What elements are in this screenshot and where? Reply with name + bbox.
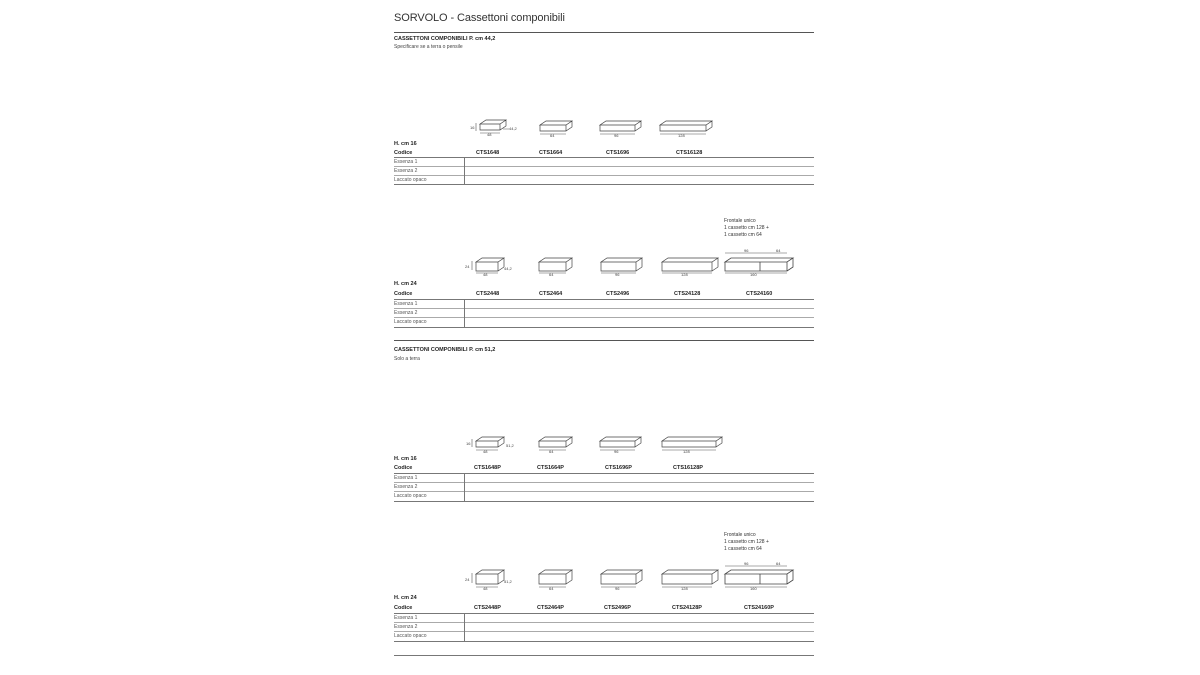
depth-dim-text: 51,2	[506, 443, 514, 448]
block-s2-h24	[394, 532, 814, 662]
section-2-rule	[394, 340, 814, 341]
code-cts1664p: CTS1664P	[537, 465, 564, 471]
width-160: 160	[750, 586, 757, 591]
code-cts16128: CTS16128	[676, 150, 703, 156]
drawer-64-drawing	[539, 258, 572, 277]
note-line-3: 1 cassetto cm 64	[724, 546, 762, 552]
width-128: 128	[683, 449, 690, 454]
footer-rule	[394, 655, 814, 656]
row-rule	[394, 166, 814, 167]
row-laccato-opaco: Laccato opaco	[394, 177, 427, 183]
note-line-3: 1 cassetto cm 64	[724, 232, 762, 238]
code-cts2496: CTS2496	[606, 291, 630, 297]
width-64: 64	[549, 449, 554, 454]
code-cts24128p: CTS24128P	[672, 605, 702, 611]
combo-width-64: 64	[776, 248, 781, 253]
codice-label: Codice	[394, 465, 413, 471]
section-1-title: CASSETTONI COMPONIBILI P. cm 44,2	[394, 36, 496, 42]
row-rule	[394, 327, 814, 328]
row-laccato-opaco: Laccato opaco	[394, 493, 427, 499]
drawer-64-drawing	[539, 570, 572, 591]
combo-note	[724, 532, 769, 553]
row-essenza-2: Essenza 2	[394, 484, 418, 490]
row-laccato-opaco: Laccato opaco	[394, 633, 427, 639]
drawer-128-drawing	[662, 570, 718, 591]
block-s1-h16	[394, 118, 814, 193]
drawer-drawings	[394, 248, 814, 278]
drawer-64-drawing	[540, 121, 572, 138]
code-cts1696p: CTS1696P	[605, 465, 632, 471]
code-cts1648p: CTS1648P	[474, 465, 501, 471]
height-dim-text: 24	[465, 264, 470, 269]
row-rule	[394, 482, 814, 483]
drawer-48-drawing	[480, 120, 518, 137]
note-line-2: 1 cassetto cm 128 +	[724, 539, 769, 545]
height-label: H. cm 24	[394, 281, 417, 287]
column-separator	[464, 299, 465, 327]
height-label: H. cm 24	[394, 595, 417, 601]
row-rule	[394, 308, 814, 309]
header-rule	[394, 299, 814, 300]
width-96: 96	[614, 133, 619, 138]
code-cts24160: CTS24160	[746, 291, 773, 297]
combo-width-96: 96	[744, 248, 749, 253]
row-essenza-2: Essenza 2	[394, 310, 418, 316]
header-rule	[394, 157, 814, 158]
drawer-160-drawing	[725, 561, 793, 591]
block-s2-h16	[394, 432, 814, 507]
note-line-1: Frontale unico	[724, 218, 756, 224]
width-64: 64	[549, 586, 554, 591]
width-64: 64	[549, 272, 554, 277]
drawer-96-drawing	[600, 121, 641, 138]
row-rule	[394, 622, 814, 623]
row-rule	[394, 501, 814, 502]
row-rule	[394, 175, 814, 176]
width-128: 128	[681, 272, 688, 277]
combo-width-96: 96	[744, 561, 749, 566]
width-96: 96	[615, 272, 620, 277]
row-rule	[394, 317, 814, 318]
note-line-2: 1 cassetto cm 128 +	[724, 225, 769, 231]
column-separator	[464, 613, 465, 641]
height-dim-text: 24	[465, 577, 470, 582]
drawer-160-drawing	[725, 248, 793, 277]
codice-label: Codice	[394, 291, 413, 297]
drawer-96-drawing	[601, 570, 642, 591]
header-rule	[394, 473, 814, 474]
code-cts24160p: CTS24160P	[744, 605, 774, 611]
width-96: 96	[614, 449, 619, 454]
depth-dim-text: 44,2	[509, 126, 517, 131]
section-2-title: CASSETTONI COMPONIBILI P. cm 51,2	[394, 347, 496, 353]
note-line-1: Frontale unico	[724, 532, 756, 538]
drawer-drawings	[394, 560, 814, 592]
height-dim-text: 16	[466, 441, 471, 446]
width-128: 128	[678, 133, 685, 138]
row-essenza-1: Essenza 1	[394, 159, 418, 165]
code-cts1696: CTS1696	[606, 150, 630, 156]
width-48: 48	[483, 586, 488, 591]
drawer-128-drawing	[662, 258, 718, 277]
width-64: 64	[550, 133, 555, 138]
header-rule	[394, 613, 814, 614]
drawer-drawings	[394, 118, 814, 142]
row-rule	[394, 491, 814, 492]
width-160: 160	[750, 272, 757, 277]
height-label: H. cm 16	[394, 456, 417, 462]
codice-label: Codice	[394, 150, 413, 156]
row-essenza-2: Essenza 2	[394, 168, 418, 174]
combo-note	[724, 218, 769, 239]
block-s1-h24	[394, 218, 814, 333]
title-rule	[394, 32, 814, 33]
row-essenza-1: Essenza 1	[394, 301, 418, 307]
section-2-subtitle: Solo a terra	[394, 356, 420, 362]
depth-dim-text: 44,2	[504, 266, 512, 271]
drawer-128-drawing	[660, 121, 712, 138]
column-separator	[464, 157, 465, 184]
column-separator	[464, 473, 465, 501]
code-cts2464: CTS2464	[539, 291, 563, 297]
code-cts24128: CTS24128	[674, 291, 701, 297]
row-rule	[394, 631, 814, 632]
row-rule	[394, 184, 814, 185]
row-laccato-opaco: Laccato opaco	[394, 319, 427, 325]
code-cts2448p: CTS2448P	[474, 605, 501, 611]
drawer-96-drawing	[600, 437, 641, 454]
code-cts2448: CTS2448	[476, 291, 500, 297]
combo-width-64: 64	[776, 561, 781, 566]
width-48: 48	[483, 449, 488, 454]
width-48: 48	[487, 132, 492, 137]
page-title: SORVOLO - Cassettoni componibili	[394, 12, 565, 24]
code-cts2496p: CTS2496P	[604, 605, 631, 611]
codice-label: Codice	[394, 605, 413, 611]
height-dim-text: 16	[470, 125, 475, 130]
row-essenza-2: Essenza 2	[394, 624, 418, 630]
code-cts1648: CTS1648	[476, 150, 500, 156]
drawer-128-drawing	[662, 437, 722, 454]
drawer-48-drawing	[476, 570, 513, 591]
row-rule	[394, 641, 814, 642]
drawer-64-drawing	[539, 437, 572, 454]
section-1-subtitle: Specificare se a terra o pensile	[394, 44, 463, 50]
row-essenza-1: Essenza 1	[394, 615, 418, 621]
width-128: 128	[681, 586, 688, 591]
code-cts1664: CTS1664	[539, 150, 563, 156]
drawer-96-drawing	[601, 258, 642, 277]
drawer-48-drawing	[476, 437, 515, 454]
width-48: 48	[483, 272, 488, 277]
width-96: 96	[615, 586, 620, 591]
row-essenza-1: Essenza 1	[394, 475, 418, 481]
code-cts16128p: CTS16128P	[673, 465, 703, 471]
drawer-48-drawing	[476, 258, 513, 277]
height-label: H. cm 16	[394, 141, 417, 147]
code-cts2464p: CTS2464P	[537, 605, 564, 611]
depth-dim-text: 51,2	[504, 579, 512, 584]
drawer-drawings	[394, 432, 814, 456]
